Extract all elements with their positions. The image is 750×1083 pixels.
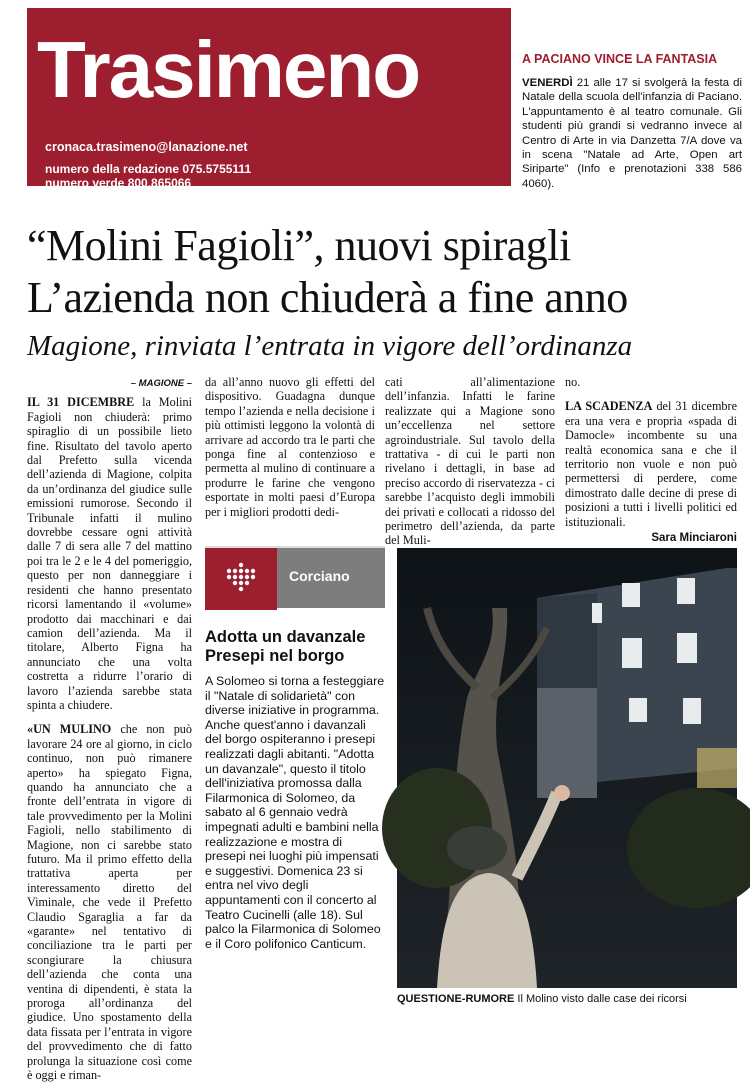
sidebar-body: 21 alle 17 si svolgerà la festa di Natale della scuola dell'infanzia di Paciano. L'appuntamento è al teatro comunale. Gli studenti più grandi si vedranno invece al Centro di Arte in via Danzetta 7/A dove va in scena "Natale ad Arte, Open art Siriparte" (Info e prenotazioni 338 586 4060). [522, 77, 742, 190]
subheadline: Magione, rinviata l’entrata in vigore dell’ordinanza [27, 330, 633, 362]
column-2-text: da all’anno nuovo gli effetti del dispositivo. Guadagna dunque tempo l’azienda e nella decisione i più ottimisti leggono la volontà di arrivare ad accordo tra le parti che ponga fine al contenzioso e permetta al mulino di continuare a produrre le farine che vengono esportate in molti paesi d’Europa per i migliori prodotti dedi- [205, 375, 375, 519]
photo-caption [397, 993, 742, 1005]
sidebar-day: VENERDÌ [522, 77, 573, 89]
paragraph-2-text: che non può lavorare 24 ore al giorno, in ciclo continuo, non può rimanere aperto» ha spiegato Figna, quando ha annunciato che a fronte dell’entrata in vigore di tale provvedimento per la Molini Fagioli, nello stabilimento di Magione, non ci sarebbe stato futuro. Ma il primo effetto della trattativa aperta per interessamento diretto del Viminale, che vede il Prefetto Claudio Sgaraglia a far da «garante» nel tentativo di conciliazione tra le parti per scongiurare la chiusura dell’azienda che conta una ventina di dipendenti, è stata la proroga all’ordinanza del giudice. Uno spostamento della data fissata per l’entrata in vigore del provvedimento che di fatto prolunga la situazione così come è oggi e riman- [27, 722, 192, 1083]
brief-title [205, 628, 385, 666]
town-name: Corciano [277, 548, 385, 608]
sidebar-text [522, 76, 742, 191]
town-tag [205, 546, 385, 608]
column-4-continuation: no. [565, 375, 581, 389]
caption-text: Il Molino visto dalle case dei ricorsi [514, 993, 687, 1005]
paragraph-3-text: del 31 dicembre era una vera e propria «spada di Damocle» incombente su una realtà economica sana e che il territorio non vuole e non può permettersi di perdere, come dimostrato dalle decine di prese di posizioni a tutti i livelli politici ed istituzionali. [565, 399, 737, 529]
article-column-2 [205, 375, 375, 529]
brief-title-line-2: Presepi nel borgo [205, 647, 345, 665]
town-crest-icon [205, 548, 277, 610]
paragraph-1-text: la Molini Fagioli non chiuderà: primo spiraglio di un possibile lieto fine. Risultato del tavolo aperto dal Prefetto sulla vicenda dell’azienda di Magione, colpita da un’ordinanza del giudice sulle emissioni rumorose. Secondo il Tribunale infatti il mulino dovrebbe cessare ogni attività dalle 7 di sera alle 7 del mattino poi tra le 2 e le 4 del pomeriggio, questo per non danneggiare i residenti che hanno presentato ricorsi lamentando il «volume» prodotto dai macchinari e dai camion dell’azienda. Ma il titolare, Alberto Figna ha annunciato che una volta costretta a ridurre l’orario di lavoro l’azienda sarebbe stata spinta a chiudere. [27, 395, 192, 712]
mill-photo [397, 548, 737, 988]
contact-email[interactable]: cronaca.trasimeno@lanazione.net [45, 140, 248, 154]
dateline: – MAGIONE – [130, 378, 192, 389]
column-3-text: cati all’alimentazione dell’infanzia. Infatti le farine realizzate qui a Magione sono un’eccellenza nel settore agroindustriale. Sul tavolo della trattativa - di cui le parti non rivelano i dettagli, in base ad preciso accordo di riservatezza - ci sarebbe l’acquisto degli immobili dei privati e collocati a ridosso del perimetro dell’azienda, da parte del Muli- [385, 375, 555, 548]
paragraph-3-lead: LA SCADENZA [565, 399, 653, 414]
paragraph-1 [27, 395, 192, 712]
paragraph-3 [565, 399, 737, 529]
contact-block [45, 140, 251, 190]
paragraph-2-lead: «UN MULINO [27, 722, 112, 737]
brief-title-line-1: Adotta un davanzale [205, 628, 366, 646]
paragraph-2 [27, 722, 192, 1082]
caption-label: QUESTIONE-RUMORE [397, 993, 515, 1005]
toll-free-number: numero verde 800.865066 [45, 176, 192, 190]
brief-body: A Solomeo si torna a festeggiare il "Natale di solidarietà" con diverse iniziative in programma. Anche quest'anno i davanzali del borgo ospiteranno i presepi realizzati dagli abitanti. "Adotta un davanzale", questo il titolo dell'iniziativa promossa dalla Filarmonica di Solomeo, da sabato al 6 gennaio vedrà impegnati adulti e bambini nella realizzazione e mostra di presepi nei luoghi più impensati e suggestivi. Domenica 23 si entra nel vivo degli appuntamenti con il concerto al Teatro Cucinelli (alle 18). Sul palco la Filarmonica di Solomeo e il Coro polifonico Canticum. [205, 674, 385, 951]
article-column-4 [565, 375, 737, 545]
section-banner [27, 8, 511, 190]
headline-line-2: L’azienda non chiuderà a fine anno [27, 273, 628, 322]
sidebar-news-box [522, 52, 742, 191]
corciano-brief [205, 546, 385, 1006]
paragraph-1-lead: IL 31 DICEMBRE [27, 395, 135, 410]
newsroom-phone: numero della redazione 075.5755111 [45, 162, 252, 176]
sidebar-heading: A PACIANO VINCE LA FANTASIA [522, 52, 718, 66]
headline-line-1: “Molini Fagioli”, nuovi spiragli [27, 221, 571, 270]
author-byline: Sara Minciaroni [651, 532, 737, 545]
article-column-1 [27, 377, 192, 1083]
article-column-3 [385, 375, 555, 558]
section-title: Trasimeno [37, 25, 420, 114]
